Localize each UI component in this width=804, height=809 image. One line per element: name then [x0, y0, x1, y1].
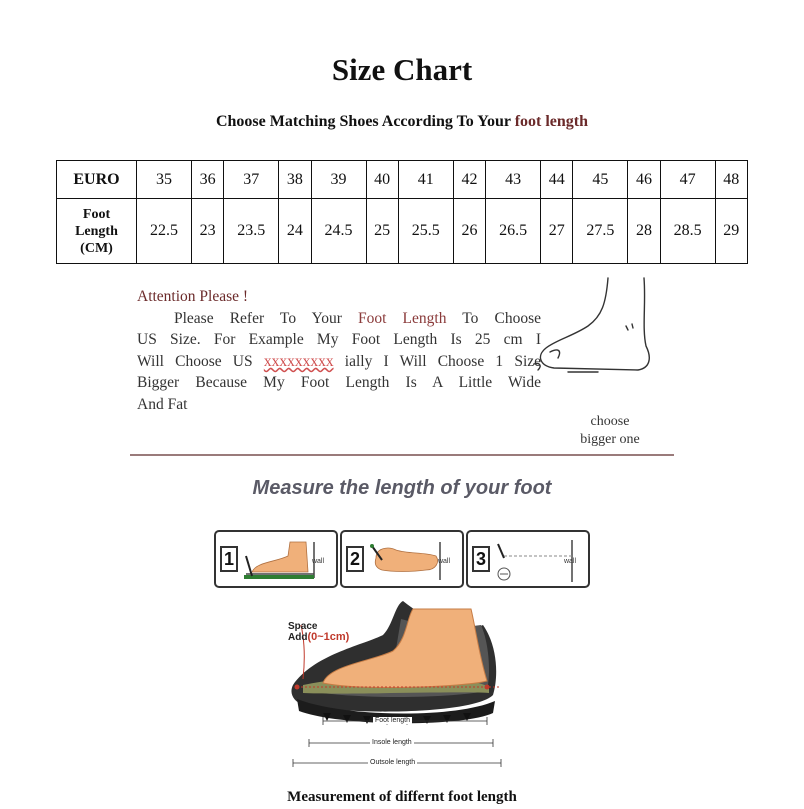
size-table: [56, 160, 748, 264]
attention-line: US Size. For Example My Foot Length Is 25 cm I: [137, 331, 541, 349]
euro-size-cell: 36: [192, 161, 224, 199]
euro-size-cell: 42: [453, 161, 485, 199]
euro-size-cell: 35: [137, 161, 192, 199]
euro-size-cell: 40: [366, 161, 398, 199]
foot-length-cell: 28: [628, 199, 660, 264]
foot-length-header-line: Foot: [82, 206, 111, 222]
attention-line: [137, 351, 541, 373]
foot-length-cell: 29: [715, 199, 747, 264]
subtitle: [0, 113, 804, 131]
attention-masked-text: xxxxxxxxx: [263, 352, 334, 370]
euro-header: EURO: [57, 161, 137, 199]
euro-size-cell: 48: [715, 161, 747, 199]
attention-note: [137, 286, 541, 416]
foot-length-header-line: Length: [75, 223, 118, 239]
attention-text: ially I Will Choose 1 Size: [344, 352, 542, 370]
step-2-panel: [340, 530, 464, 588]
space-add-text: Add: [288, 632, 308, 643]
foot-length-cell: 23.5: [224, 199, 279, 264]
space-label-title: Space: [288, 621, 318, 632]
foot-length-cell: 27: [541, 199, 573, 264]
foot-length-label: Foot length: [375, 717, 411, 724]
euro-size-cell: 46: [628, 161, 660, 199]
insole-length-label: Insole length: [372, 739, 412, 746]
foot-length-cell: 24: [279, 199, 311, 264]
euro-size-cell: 37: [224, 161, 279, 199]
foot-length-cell: 26: [453, 199, 485, 264]
choose-bigger-note: [560, 413, 660, 449]
foot-length-cell: 25.5: [398, 199, 453, 264]
outsole-length-label: Outsole length: [370, 759, 416, 766]
space-label-add: [288, 632, 349, 643]
measure-title: Measure the length of your foot: [252, 477, 552, 499]
wall-label: wall: [311, 558, 324, 565]
wall-label: wall: [437, 558, 450, 565]
attention-line: Bigger Because My Foot Length Is A Little Wide: [137, 374, 541, 392]
attention-line: [137, 308, 541, 330]
diagram-caption: Measurement of differnt foot length: [287, 789, 517, 805]
euro-size-cell: 44: [541, 161, 573, 199]
step-3-panel: [466, 530, 590, 588]
space-label: [288, 621, 349, 643]
foot-length-header-line: (CM): [80, 240, 113, 256]
step-number: 1: [220, 546, 238, 572]
foot-length-cell: 23: [192, 199, 224, 264]
foot-length-cell: 22.5: [137, 199, 192, 264]
euro-size-row: [57, 161, 748, 199]
wall-label: wall: [563, 558, 576, 565]
foot-length-cell: 26.5: [486, 199, 541, 264]
euro-size-cell: 38: [279, 161, 311, 199]
attention-line: And Fat: [137, 395, 188, 413]
foot-length-cell: 27.5: [573, 199, 628, 264]
subtitle-text: Choose Matching Shoes According To Your: [215, 113, 511, 130]
choose-note-line: bigger one: [580, 432, 640, 447]
attention-text: To Choose: [462, 309, 542, 327]
euro-size-cell: 45: [573, 161, 628, 199]
foot-length-cell: 28.5: [660, 199, 715, 264]
section-divider: [130, 454, 674, 456]
space-range-text: (0~1cm): [307, 631, 350, 643]
foot-length-cell: 25: [366, 199, 398, 264]
euro-size-cell: 43: [486, 161, 541, 199]
step-number: 2: [346, 546, 364, 572]
step-number: 3: [472, 546, 490, 572]
attention-text: Will Choose US: [137, 352, 253, 370]
euro-size-cell: 41: [398, 161, 453, 199]
attention-heading: Attention Please !: [137, 288, 249, 305]
foot-length-header: [57, 199, 137, 264]
subtitle-highlight: foot length: [514, 113, 589, 130]
euro-size-cell: 47: [660, 161, 715, 199]
page-title: Size Chart: [331, 52, 473, 87]
foot-sketch-icon: [528, 268, 668, 398]
attention-text: Please Refer To Your: [174, 309, 342, 327]
choose-note-line: choose: [590, 414, 630, 429]
euro-size-cell: 39: [311, 161, 366, 199]
attention-highlight: Foot Length: [358, 309, 447, 327]
foot-length-row: [57, 199, 748, 264]
step-1-panel: [214, 530, 338, 588]
foot-length-cell: 24.5: [311, 199, 366, 264]
